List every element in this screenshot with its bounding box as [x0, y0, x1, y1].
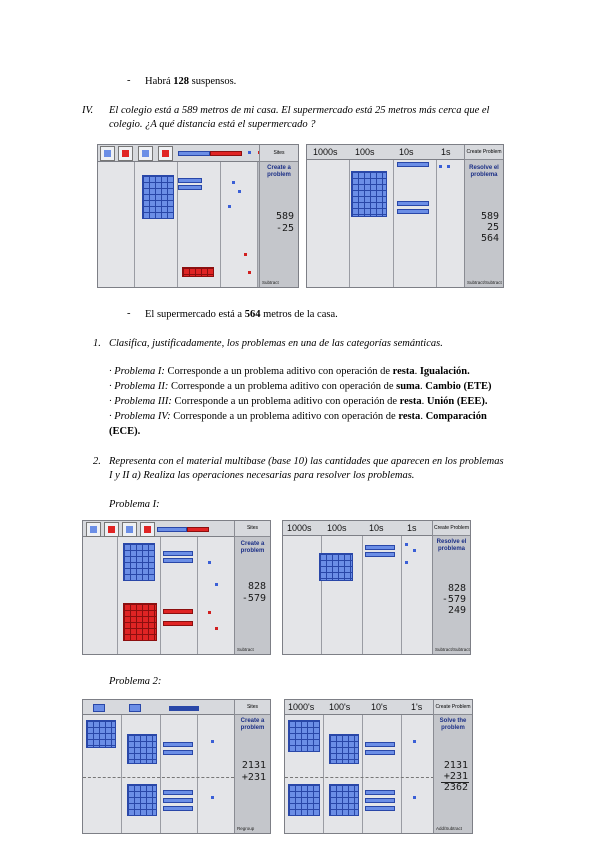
thousand-block-icon [86, 522, 101, 537]
footer-label: Subtract [237, 647, 254, 652]
footer-label: Subtract/Subtract [435, 647, 470, 652]
problem-iv-text-2: colegio. ¿A qué distancia está el supermercado ? [109, 119, 316, 130]
problema-2-right-screenshot [284, 699, 473, 834]
q1-tail: (ECE). [109, 426, 141, 437]
q1-number: 1. [93, 338, 101, 349]
side-header: Sites [235, 521, 270, 537]
q2-text-2: I y II a) Realiza las operaciones necesarias para resolver los problemas. [109, 470, 415, 481]
q1-item-2: · Problema II: Corresponde a un problema aditivo con operación de suma. Cambio (ETE) [109, 381, 492, 392]
sum-first: 828 [447, 583, 466, 594]
bullet-dash: - [127, 75, 131, 86]
col-header-hundreds: 100s [355, 147, 375, 157]
sum-result: 564 [480, 233, 499, 244]
col-header-tens: 10s [369, 523, 384, 533]
sum-second: -579 [241, 593, 266, 604]
col-header-ones: 1s [441, 147, 451, 157]
resolve-title: Resolve el problema [469, 165, 499, 178]
flat-icon [138, 146, 153, 161]
sum-result: 2362 [443, 782, 468, 793]
red-block-icon [118, 146, 133, 161]
q1-item-1: · Problema I: Corresponde a un problema aditivo con operación de resta. Igualación. [109, 366, 470, 377]
create-problem-title: Create a problem [267, 165, 291, 178]
q1-item-3: · Problema III: Corresponde a un problema aditivo con operación de resta. Unión (EEE). [109, 396, 488, 407]
flat-red-icon [140, 522, 155, 537]
answer-128: Habrá 128 suspensos. [145, 76, 237, 87]
resolve-title: Resolve el problema [436, 539, 467, 552]
sum-first: 2131 [443, 760, 468, 771]
col-header-tens: 10's [371, 702, 388, 712]
side-header: Create Problem [465, 145, 503, 160]
col-header-hundreds: 100s [327, 523, 347, 533]
side-header: Create Problem [434, 700, 472, 715]
col-header-ones: 1s [407, 523, 417, 533]
footer-label: Regroup [237, 826, 255, 831]
footer-label: Subtract [262, 280, 279, 285]
q1-text: Clasifica, justificadamente, los problemas en una de las categorías semánticas. [109, 338, 443, 349]
sum-first: 828 [247, 581, 266, 592]
sum-result: 249 [447, 605, 466, 616]
col-header-thousands: 1000's [288, 702, 315, 712]
sum-first: 589 [480, 211, 499, 222]
solve-title: Solve the problem [439, 718, 467, 731]
sum-second: +231 [241, 772, 266, 783]
answer-564: El supermercado está a 564 metros de la casa. [145, 309, 338, 320]
side-header: Sites [235, 700, 270, 715]
problema-1-right-screenshot [282, 520, 471, 655]
q2-text-1: Representa con el material multibase (base 10) las cantidades que aparecen en los problemas [109, 456, 504, 467]
create-problem-title: Create a problem [240, 718, 265, 731]
sum-second: -579 [441, 594, 466, 605]
create-problem-title: Create a problem [240, 541, 265, 554]
q2-number: 2. [93, 456, 101, 467]
col-header-thousands: 1000s [313, 147, 338, 157]
red-block-icon [104, 522, 119, 537]
col-header-ones: 1's [411, 702, 423, 712]
problema-1-left-screenshot [82, 520, 271, 655]
applet-iv-left-screenshot: Sites Create a problem 589 -25 Subtract [97, 144, 299, 288]
applet-iv-right-screenshot [306, 144, 504, 288]
flat-icon [122, 522, 137, 537]
footer-label: Subtract/Subtract [467, 280, 502, 285]
side-header: Create Problem [433, 521, 470, 536]
sum-first: 589 [275, 211, 294, 222]
col-header-hundreds: 100's [329, 702, 351, 712]
footer-label: Add/Subtract [436, 826, 463, 831]
col-header-thousands: 1000s [287, 523, 312, 533]
thousand-block-icon [100, 146, 115, 161]
problema-2-label: Problema 2: [109, 676, 162, 687]
sum-second: +231 [443, 771, 468, 782]
col-header-tens: 10s [399, 147, 414, 157]
sum-second: 25 [486, 222, 499, 233]
problem-iv-text-1: El colegio está a 589 metros de mi casa. El supermercado está 25 metros más cerca que el [109, 105, 490, 116]
q1-item-4: · Problema IV: Corresponde a un problema aditivo con operación de resta. Comparación [109, 411, 487, 422]
sum-first: 2131 [241, 760, 266, 771]
problem-iv-label: IV. [82, 105, 94, 116]
problema-2-left-screenshot [82, 699, 271, 834]
sum-second: -25 [275, 223, 294, 234]
flat-red-icon [158, 146, 173, 161]
problema-1-label: Problema I: [109, 499, 160, 510]
bullet-dash: - [127, 308, 131, 319]
